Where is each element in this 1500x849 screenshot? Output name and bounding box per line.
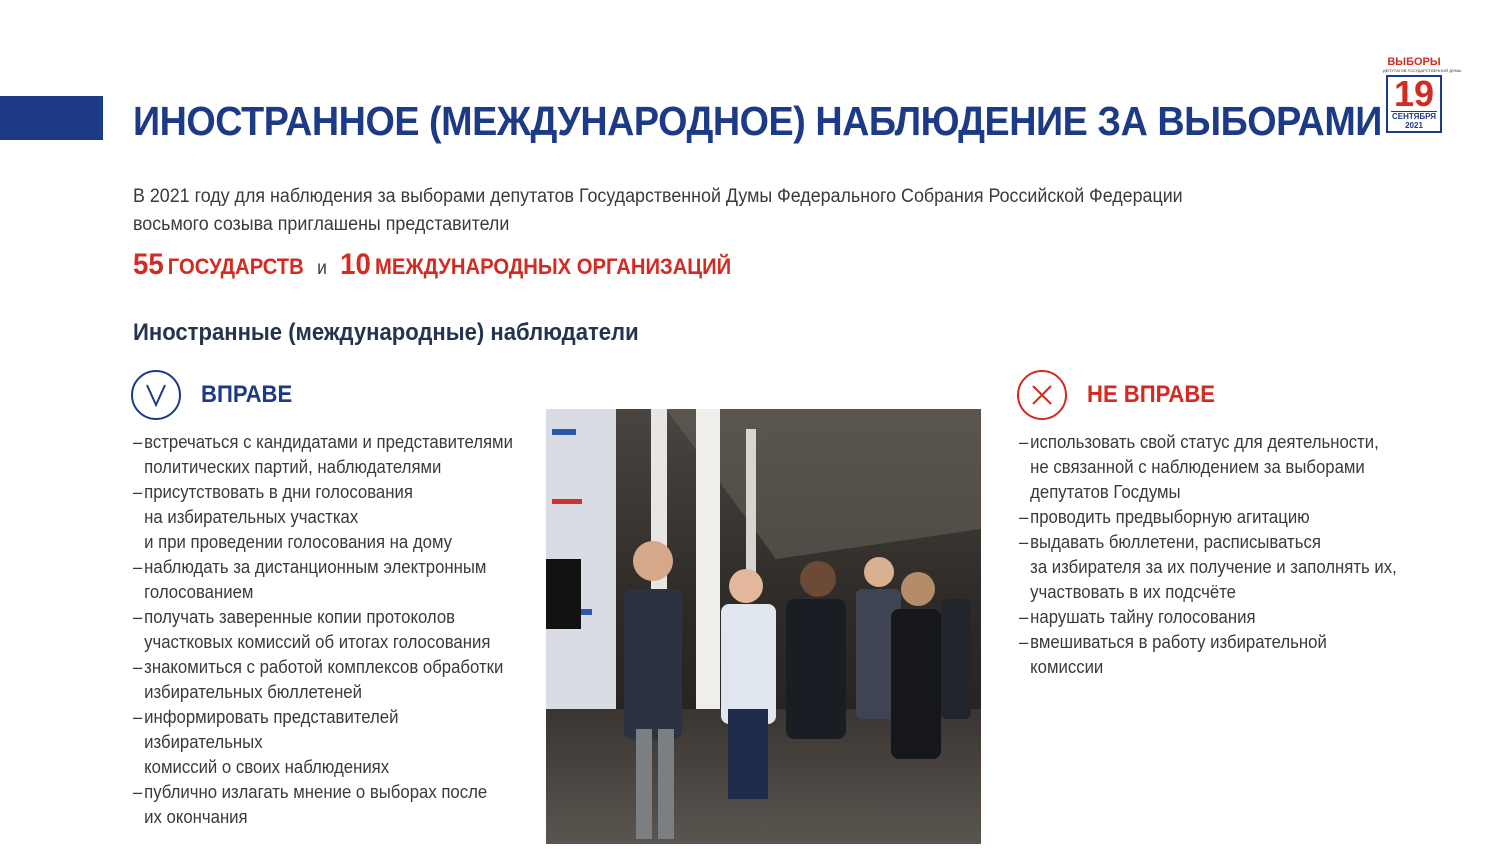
- states-label: ГОСУДАРСТВ: [167, 254, 304, 279]
- orgs-label: МЕЖДУНАРОДНЫХ ОРГАНИЗАЦИЙ: [374, 254, 732, 279]
- elections-logo: [1383, 56, 1462, 141]
- section-subtitle: Иностранные (международные) наблюдатели: [133, 319, 639, 346]
- logo-day: 19: [1393, 73, 1435, 114]
- list-item: – присутствовать в дни голосования на избирательных участках и при проведении голосования на дому: [133, 480, 514, 555]
- logo-year: 2021: [1405, 121, 1423, 130]
- list-item: – публично излагать мнение о выборах после их окончания: [133, 780, 514, 830]
- states-number: 55: [133, 248, 164, 281]
- accent-bar: [0, 96, 103, 140]
- forbidden-list: [1019, 430, 1428, 680]
- list-item: – выдавать бюллетени, расписываться за избирателя за их получение и заполнять их, участвовать в их подсчёте: [1019, 530, 1428, 605]
- stats-conjunction: и: [317, 258, 327, 279]
- stats-line: [133, 248, 731, 282]
- logo-date-box: [1386, 75, 1442, 133]
- list-item: – получать заверенные копии протоколов участковых комиссий об итогах голосования: [133, 605, 514, 655]
- orgs-number: 10: [340, 248, 371, 281]
- list-item: – использовать свой статус для деятельности, не связанной с наблюдением за выборами депутатов Госдумы: [1019, 430, 1428, 505]
- logo-month: СЕНТЯБРЯ: [1391, 112, 1437, 121]
- list-item: – наблюдать за дистанционным электронным голосованием: [133, 555, 514, 605]
- list-item: – встречаться с кандидатами и представителями политических партий, наблюдателями: [133, 430, 514, 480]
- page-title: ИНОСТРАННОЕ (МЕЖДУНАРОДНОЕ) НАБЛЮДЕНИЕ ЗА ВЫБОРАМИ: [133, 98, 1382, 144]
- list-item: – проводить предвыборную агитацию: [1019, 505, 1428, 530]
- observers-photo: [546, 409, 981, 844]
- intro-text: В 2021 году для наблюдения за выборами депутатов Государственной Думы Федерального Собрания Российской Федерации восьмого созыва приглашены представители: [133, 186, 1183, 235]
- list-item: – знакомиться с работой комплексов обработки избирательных бюллетеней: [133, 655, 514, 705]
- list-item: – информировать представителей избирательных комиссий о своих наблюдениях: [133, 705, 514, 780]
- check-circle-icon: [131, 370, 181, 420]
- logo-sub-text: ДЕПУТАТОВ ГОСУДАРСТВЕННОЙ ДУМЫ: [1383, 68, 1462, 73]
- cross-circle-icon: [1017, 370, 1067, 420]
- allowed-heading: ВПРАВЕ: [201, 381, 293, 408]
- logo-top-text: ВЫБОРЫ: [1387, 56, 1441, 68]
- list-item: – вмешиваться в работу избирательной комиссии: [1019, 630, 1428, 680]
- allowed-list: [133, 430, 514, 830]
- list-item: – нарушать тайну голосования: [1019, 605, 1428, 630]
- forbidden-heading: НЕ ВПРАВЕ: [1087, 381, 1216, 408]
